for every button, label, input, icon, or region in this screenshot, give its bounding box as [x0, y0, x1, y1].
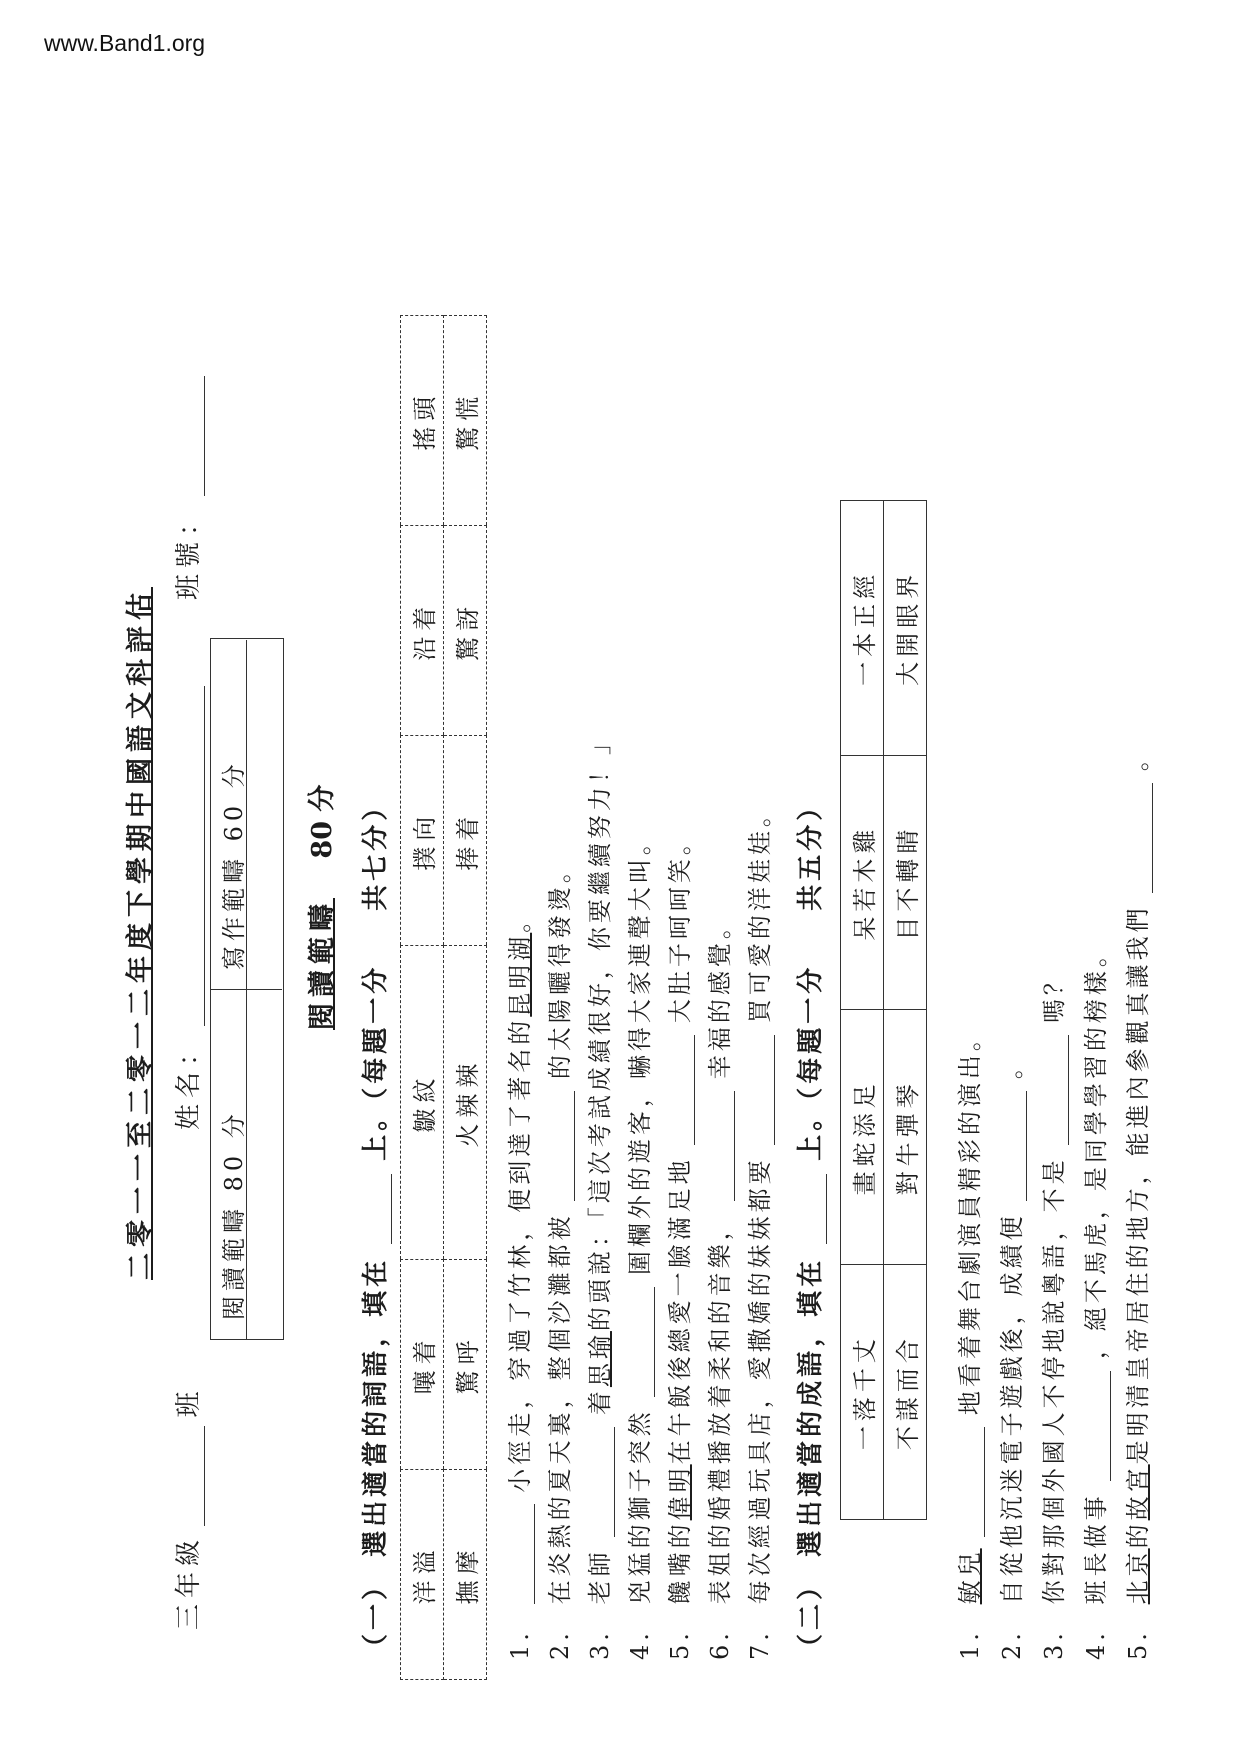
question-1-4 [620, 827, 655, 1660]
grade-line [168, 1391, 205, 1630]
idiom-cell: 畫蛇添足 [841, 1010, 884, 1265]
idiom-cell: 呆若木雞 [841, 755, 884, 1010]
proper-noun: 思瑜 [586, 1331, 614, 1388]
question-1-1 [500, 905, 535, 1660]
question-text: 老師 [586, 1548, 614, 1605]
word-cell: 撫摩 [444, 1469, 487, 1679]
class-field[interactable] [182, 1426, 205, 1526]
answer-blank[interactable] [632, 1287, 655, 1397]
question-2-3 [1034, 967, 1069, 1660]
word-cell: 搖頭 [401, 316, 444, 526]
question-number: 7. [746, 1629, 774, 1660]
proper-noun: 故宮 [1124, 1464, 1152, 1521]
word-cell: 沿着 [401, 526, 444, 736]
idiom-bank-table [840, 500, 927, 1520]
question-number: 3. [586, 1629, 614, 1660]
question-text: ，絕不馬虎，是同學學習的榜樣。 [1082, 939, 1110, 1360]
number-label: 班號： [174, 503, 204, 600]
question-text: 大肚子呵呵笑。 [666, 827, 694, 1024]
name-field[interactable] [182, 686, 205, 1026]
question-text: 兇猛的獅子突然 [626, 1408, 654, 1605]
question-number: 2. [546, 1629, 574, 1660]
question-text: 。 [506, 904, 534, 933]
question-text: 地看着舞台劇演員精彩的演出。 [956, 1023, 984, 1416]
word-cell: 撲向 [401, 736, 444, 946]
answer-blank[interactable] [1046, 1035, 1069, 1145]
proper-noun: 偉明 [666, 1464, 694, 1521]
section1-total: 共七分） [361, 790, 391, 911]
question-2-1 [950, 1023, 985, 1660]
section1-instruction-after: 上。（每題一分 [361, 963, 391, 1161]
reading-heading [300, 785, 339, 1030]
proper-noun: 敏兒 [956, 1548, 984, 1605]
section2-instruction-after: 上。（每題一分 [796, 963, 826, 1161]
question-number: 4. [626, 1629, 654, 1660]
answer-blank[interactable] [512, 1504, 535, 1604]
answer-blank[interactable] [752, 1035, 775, 1145]
answer-blank[interactable] [1088, 1371, 1111, 1481]
question-text: 自從他沉迷電子遊戲後，成績便 [998, 1212, 1026, 1605]
question-text: 班長做事 [1082, 1492, 1110, 1605]
exam-title: 二零一一至二零一二年度下學期中國語文科評估 [125, 587, 156, 1280]
question-number: 1. [956, 1629, 984, 1660]
idiom-cell: 不謀而合 [884, 1265, 927, 1520]
answer-blank[interactable] [672, 1035, 695, 1145]
section1-instruction [355, 791, 392, 1660]
question-text: 買可愛的洋娃娃。 [746, 799, 774, 1024]
question-text: 每次經過玩具店，愛撒嬌的妹妹都要 [746, 1156, 774, 1605]
number-field[interactable] [182, 376, 205, 496]
question-1-7 [740, 799, 775, 1660]
rotated-exam-sheet [100, 160, 1170, 1680]
section1-instruction-text: 選出適當的詞語，填在 [361, 1256, 391, 1557]
question-text: 是明清皇帝居住的地方，能進內參觀真讓我們 [1124, 904, 1152, 1465]
idiom-bank-row [841, 501, 884, 1520]
question-text: 的 [1124, 1520, 1152, 1549]
question-text: 。 [998, 1051, 1026, 1080]
question-number: 5. [666, 1629, 694, 1660]
word-cell: 火辣辣 [444, 946, 487, 1259]
question-text: 在炎熱的夏天裏，整個沙灘都被 [546, 1212, 574, 1605]
section2-total: 共五分） [796, 790, 826, 911]
question-number: 5. [1124, 1629, 1152, 1660]
word-cell: 驚慌 [444, 316, 487, 526]
question-number: 4. [1082, 1629, 1110, 1660]
section2-sample-blank [804, 1174, 827, 1244]
question-1-3 [580, 727, 615, 1660]
grade-label: 三年級 [174, 1533, 204, 1630]
section2-instruction-text: 選出適當的成語，填在 [796, 1256, 826, 1557]
question-text: 的頭說：「這次考試成績很好，你要繼續努力！」 [586, 727, 614, 1332]
section1-sample-blank [369, 1174, 392, 1244]
word-cell: 驚訝 [444, 526, 487, 736]
question-1-5 [660, 827, 695, 1660]
question-text: 饞嘴的 [666, 1520, 694, 1605]
word-cell: 皺紋 [401, 946, 444, 1259]
question-2-4 [1076, 939, 1111, 1660]
question-text: 表姐的婚禮播放着柔和的音樂， [706, 1212, 734, 1605]
idiom-cell: 一落千丈 [841, 1265, 884, 1520]
idiom-bank-row [884, 501, 927, 1520]
question-1-2 [540, 855, 575, 1660]
word-bank-row [401, 316, 444, 1680]
word-cell: 洋溢 [401, 1469, 444, 1679]
score-reading: 閱讀範疇 80 分 [220, 1109, 248, 1320]
idiom-cell: 對牛彈琴 [884, 1010, 927, 1265]
section1-label: （一） [361, 1569, 391, 1660]
answer-blank[interactable] [1130, 783, 1153, 893]
question-1-6 [700, 911, 735, 1660]
reading-points: 80 分 [307, 784, 338, 859]
answer-blank[interactable] [962, 1427, 985, 1537]
name-line [168, 686, 205, 1130]
answer-blank[interactable] [712, 1091, 735, 1201]
question-number: 6. [706, 1629, 734, 1660]
proper-noun: 昆明湖 [506, 932, 534, 1017]
question-text: 在午飯後總愛一臉滿足地 [666, 1156, 694, 1465]
question-text: 小徑走，穿過了竹林，便到達了著名的 [506, 1016, 534, 1493]
question-number: 2. [998, 1629, 1026, 1660]
answer-blank[interactable] [592, 1427, 615, 1537]
word-bank-table [400, 315, 487, 1680]
idiom-cell: 目不轉睛 [884, 755, 927, 1010]
word-cell: 嚷着 [401, 1259, 444, 1469]
question-2-5 [1118, 743, 1153, 1660]
question-number: 3. [1040, 1629, 1068, 1660]
class-suffix: 班 [174, 1391, 204, 1418]
section2-instruction [790, 791, 827, 1660]
score-writing: 寫作範疇 60 分 [220, 759, 248, 970]
number-line [168, 376, 205, 600]
watermark: www.Band1.org [44, 30, 206, 56]
answer-blank[interactable] [1004, 1091, 1027, 1201]
question-text: 嗎？ [1040, 967, 1068, 1024]
word-cell: 驚呼 [444, 1259, 487, 1469]
proper-noun: 北京 [1124, 1548, 1152, 1605]
question-2-2 [992, 1051, 1027, 1660]
section2-label: （二） [796, 1569, 826, 1660]
idiom-cell: 大開眼界 [884, 501, 927, 756]
question-text: 幸福的感覺。 [706, 911, 734, 1080]
reading-heading-label: 閱讀範疇 [307, 898, 338, 1030]
answer-blank[interactable] [552, 1091, 575, 1201]
question-text: 的太陽曬得發燙。 [546, 855, 574, 1080]
word-bank-row [444, 316, 487, 1680]
question-number: 1. [506, 1629, 534, 1660]
idiom-cell: 一本正經 [841, 501, 884, 756]
question-text: 。 [1124, 743, 1152, 772]
question-text: 着 [586, 1387, 614, 1416]
question-text: 圍欄外的遊客，嚇得大家連聲大叫。 [626, 827, 654, 1276]
word-cell: 捧着 [444, 736, 487, 946]
question-text: 你對那個外國人不停地說粵語，不是 [1040, 1156, 1068, 1605]
name-label: 姓名： [174, 1033, 204, 1130]
